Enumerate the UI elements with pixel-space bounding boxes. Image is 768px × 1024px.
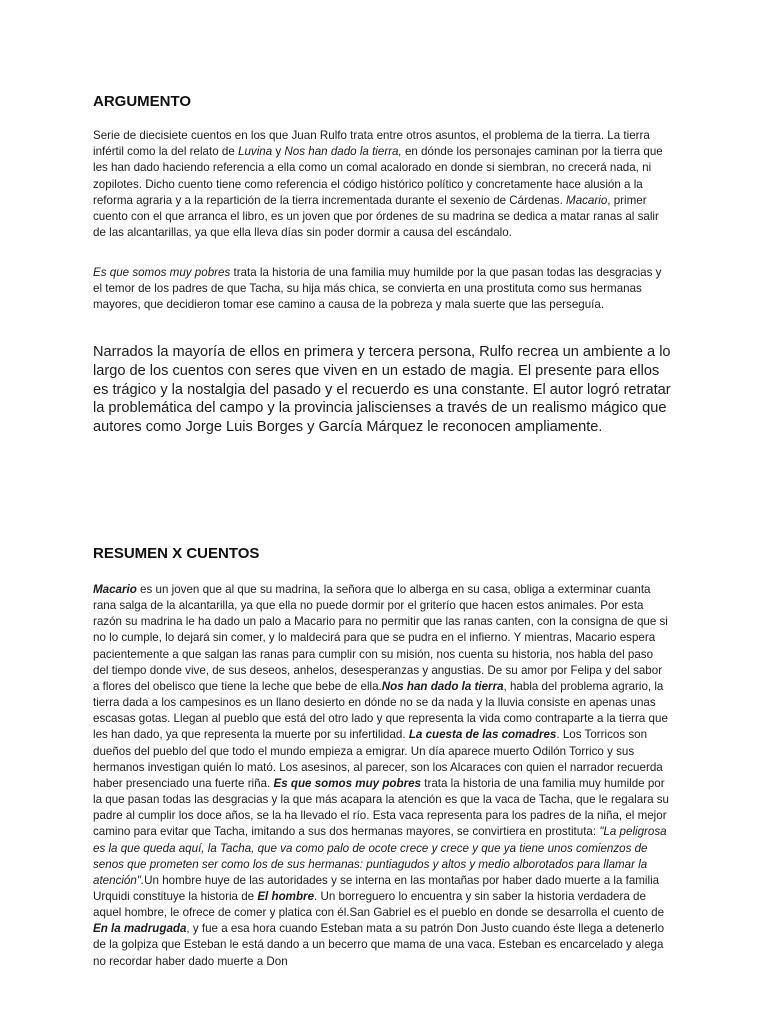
story-title-es-que-somos: Es que somos muy pobres xyxy=(93,266,231,279)
text-run: , y fue a esa hora cuando Esteban mata a su patrón Don Justo cuando éste llega a detenerlo de la golpiza que Esteban le está dando a un becerro que mama de una vaca. Esteban es encarcelado y alega no recordar haber dado muerte a Don xyxy=(93,922,665,968)
story-title-en-la-madrugada-bold: En la madrugada xyxy=(93,922,187,936)
story-title-luvina: Luvina xyxy=(238,145,273,159)
quote-text: "La peligrosa es la que queda aquí, la Tacha, que va como palo de ocote crece y crece y que ya tiene unos comienzos de senos que prometen ser como los de sus hermanas: puntiagudos y altos y medio alborotados para llamar la atención". xyxy=(93,825,667,887)
text-run: trata la historia de una familia muy humilde por la que pasan todas las desgracias y el temor de los padres de que Tacha, su hija más chica, se convierta en una prostituta como sus hermanas mayores, que decidieron tomar ese camino a causa de la pobreza y mala suerte que las perseguía. xyxy=(93,266,662,312)
text-run: . Los Torricos son dueños del pueblo del que todo el mundo empieza a emigrar. Un día aparece muerto Odilón Torrico y sus hermanos investigan quién lo mató. Los asesinos, al parecer, son los Alcaraces con quien el narrador recuerda haber presenciado una fuerte riña. xyxy=(93,728,663,790)
argumento-paragraph-1 xyxy=(93,128,671,241)
text-run: Un hombre huye de las autoridades y se interna en las montañas por haber dado muerte a la familia Urquidi constituye la historia de xyxy=(93,873,660,903)
argumento-paragraph-3: Narrados la mayoría de ellos en primera y tercera persona, Rulfo recrea un ambiente a lo largo de los cuentos con seres que viven en un estado de magia. El presente para ellos es trágico y la nostalgia del pasado y el recuerdo es una constante. El autor logró retratar la problemática del campo y la provincia jaliscienses a través de un realismo mágico que autores como Jorge Luis Borges y García Márquez le reconocen ampliamente. xyxy=(93,344,671,436)
story-title-macario: Macario xyxy=(566,193,608,207)
resumen-paragraph xyxy=(93,582,671,970)
section-title-argumento: ARGUMENTO xyxy=(93,93,192,110)
story-title-macario-bold: Macario xyxy=(93,583,137,596)
story-title-nos-han-dado-bold: Nos han dado la tierra xyxy=(381,679,504,693)
story-title-la-cuesta-bold: La cuesta de las comadres xyxy=(408,728,557,742)
text-run: , habla del problema agrario, la tierra dada a los campesinos es un llano desierto en dónde no se da nada y la lluvia consiste en apenas unas escasas gotas. Llegan al pueblo que está del otro lado y que representa la vida como contraparte a la tierra que les han dado, ya que representa la muerte por su infertilidad. xyxy=(93,679,668,742)
text-run: y xyxy=(272,145,285,159)
text-run: es un joven que al que su madrina, la señora que lo alberga en su casa, obliga a exterminar cuanta rana salga de la alcantarilla, ya que ella no puede dormir por el griterío que hacen estos animales. Por esta razón su madrina le ha dado un palo a Macario para no permitir que las ranas canten, con la consigna de que si no lo cumple, lo dejará sin comer, y lo maldecirá para que se pudra en el infierno. Y mientras, Macario espera pacientemente a que salgan las ranas para cumplir con su misión, nos cuenta su historia, nos habla del paso del tiempo donde vive, de sus deseos, anhelos, desesperanzas y angustias. De su amor por Felipa y del sabor a flores del obelisco que tiene la leche que bebe de ella. xyxy=(93,583,668,693)
story-title-el-hombre-bold: El hombre xyxy=(257,889,315,903)
section-title-resumen: RESUMEN X CUENTOS xyxy=(93,545,260,562)
text-run: trata la historia de una familia muy humilde por la que pasan todas las desgracias y la que más acapara la atención es que la vaca de Tacha, que le regalara su padre al cumplir los doce años, se la ha llevado el río. Esta vaca representa para los padres de la niña, el mejor camino para evitar que Tacha, imitando a sus dos hermanas mayores, se convirtiera en prostituta: xyxy=(93,776,669,839)
text-run: Serie de diecisiete cuentos en los que Juan Rulfo trata entre otros asuntos, el problema de la tierra. La tierra infértil como la del relato de xyxy=(93,129,650,159)
argumento-paragraph-2 xyxy=(93,265,671,314)
text-run: , primer cuento con el que arranca el libro, es un joven que por órdenes de su madrina se dedica a matar ranas al salir de las alcantarillas, ya que ella lleva días sin poder dormir a causa del escándalo. xyxy=(93,193,659,240)
story-title-es-que-somos-bold: Es que somos muy pobres xyxy=(273,776,422,790)
story-title-nos-han-dado: Nos han dado la tierra, xyxy=(284,145,402,159)
text-run: en dónde los personajes caminan por la tierra que les han dado haciendo referencia a ella como un comal acalorado en donde si siembran, no crecerá nada, ni zopilotes. Dicho cuento tiene como referencia el código histórico político y concretamente hace alusión a la reforma agraria y a la repartición de la tierra incrementada durante el sexenio de Cárdenas. xyxy=(93,145,663,207)
text-run: . Un borreguero lo encuentra y sin saber la historia verdadera de aquel hombre, le ofrece de comer y platica con él.San Gabriel es el pueblo en donde se desarrolla el cuento de xyxy=(93,889,665,920)
